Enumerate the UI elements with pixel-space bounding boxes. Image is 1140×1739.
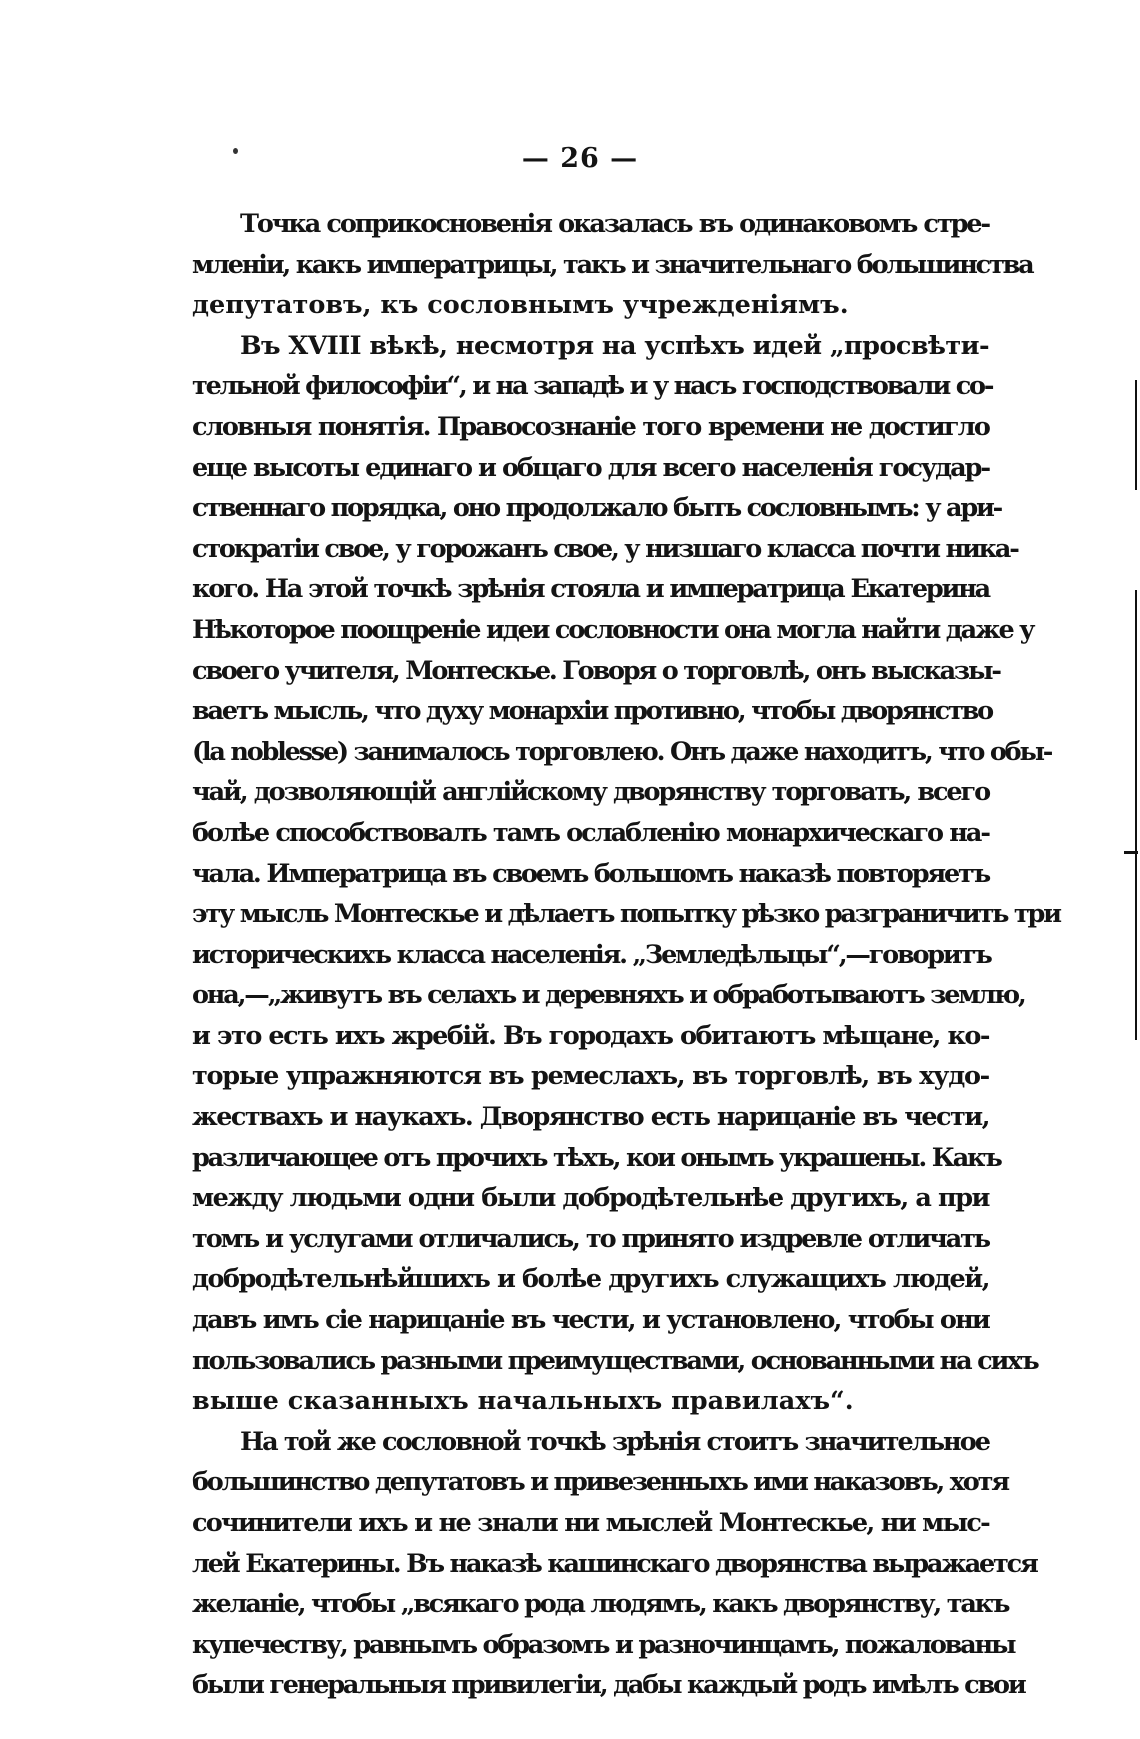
text-line: различающее отъ прочихъ тѣхъ, кои онымъ украшены. Какъ [192, 1142, 1001, 1173]
paragraph-3 [192, 1422, 1037, 1706]
text-line: и это есть ихъ жребій. Въ городахъ обитаютъ мѣщане, ко- [192, 1020, 989, 1051]
text-line: стократіи свое, у горожанъ свое, у низшаго класса почти ника- [192, 533, 1018, 564]
text-line: депутатовъ, къ сословнымъ учрежденіямъ. [192, 290, 849, 321]
text-line: тельной философіи“, и на западѣ и у насъ господствовали со- [192, 371, 993, 402]
text-line: купечеству, равнымъ образомъ и разночинцамъ, пожалованы [192, 1629, 1015, 1660]
text-line: эту мысль Монтескье и дѣлаетъ попытку рѣзко разграничить три [192, 899, 1060, 930]
text-line: болѣе способствовалъ тамъ ослабленію монархическаго на- [192, 817, 989, 848]
text-line: чала. Императрица въ своемъ большомъ наказѣ повторяетъ [192, 858, 989, 889]
text-line: Въ XVIII вѣкѣ, несмотря на успѣхъ идей „просвѣти- [240, 330, 989, 361]
text-line: еще высоты единаго и общаго для всего населенія государ- [192, 452, 989, 483]
text-line: между людьми одни были добродѣтельнѣе другихъ, а при [192, 1183, 989, 1214]
text-line: чай, дозволяющій англійскому дворянству торговать, всего [192, 777, 989, 808]
text-line: были генеральныя привилегіи, дабы каждый родъ имѣлъ свои [192, 1670, 1025, 1701]
text-line: томъ и услугами отличались, то принято издревле отличать [192, 1223, 989, 1254]
text-line: она,—„живутъ въ селахъ и деревняхъ и обработываютъ землю, [192, 980, 1025, 1011]
text-line: торые упражняются въ ремеслахъ, въ торговлѣ, въ худо- [192, 1061, 989, 1092]
scan-edge-mark [1124, 851, 1138, 854]
text-line: своего учителя, Монтескье. Говоря о торговлѣ, онъ высказы- [192, 655, 1000, 686]
scan-edge-mark [1135, 590, 1137, 1040]
text-line: желаніе, чтобы „всякаго рода людямъ, какъ дворянству, такъ [192, 1589, 1009, 1620]
text-line: давъ имъ сіе нарицаніе въ чести, и установлено, чтобы они [192, 1305, 989, 1336]
text-line: большинство депутатовъ и привезенныхъ ими наказовъ, хотя [192, 1467, 1008, 1498]
text-line: Точка соприкосновенія оказалась въ одинаковомъ стре- [240, 209, 989, 239]
page-number: — 26 — [521, 143, 639, 174]
text-line: пользовались разными преимуществами, основанными на сихъ [192, 1345, 1038, 1376]
text-line: лей Екатерины. Въ наказѣ кашинскаго дворянства выражается [192, 1548, 1037, 1579]
text-line: словныя понятія. Правосознаніе того времени не достигло [192, 411, 989, 442]
text-line: ваетъ мысль, что духу монархіи противно, чтобы дворянство [192, 696, 992, 727]
text-line: мленіи, какъ императрицы, такъ и значительнаго большинства [192, 249, 1033, 280]
paragraph-1 [192, 204, 1033, 326]
text-line: сочинители ихъ и не знали ни мыслей Монтескье, ни мыс- [192, 1508, 989, 1538]
body-text [192, 204, 1060, 1706]
text-line: жествахъ и наукахъ. Дворянство есть нарицаніе въ чести, [192, 1102, 989, 1133]
text-line: Нѣкоторое поощреніе идеи сословности она могла найти даже у [192, 614, 1034, 645]
text-line: добродѣтельнѣйшихъ и болѣе другихъ служащихъ людей, [192, 1264, 989, 1295]
text-line: (la noblesse) занималось торговлею. Онъ даже находитъ, что обы- [192, 736, 1052, 767]
text-line: На той же сословной точкѣ зрѣнія стоитъ значительное [240, 1426, 989, 1457]
text-line: кого. На этой точкѣ зрѣнія стояла и императрица Екатерина [192, 574, 989, 605]
paragraph-2 [192, 326, 1060, 1422]
scan-edge-mark [1135, 380, 1137, 490]
text-line: историческихъ класса населенія. „Земледѣльцы“,—говоритъ [192, 939, 991, 970]
text-line: ственнаго порядка, оно продолжало быть сословнымъ: у ари- [192, 493, 1002, 524]
text-line: выше сказанныхъ начальныхъ правилахъ“. [192, 1386, 854, 1417]
